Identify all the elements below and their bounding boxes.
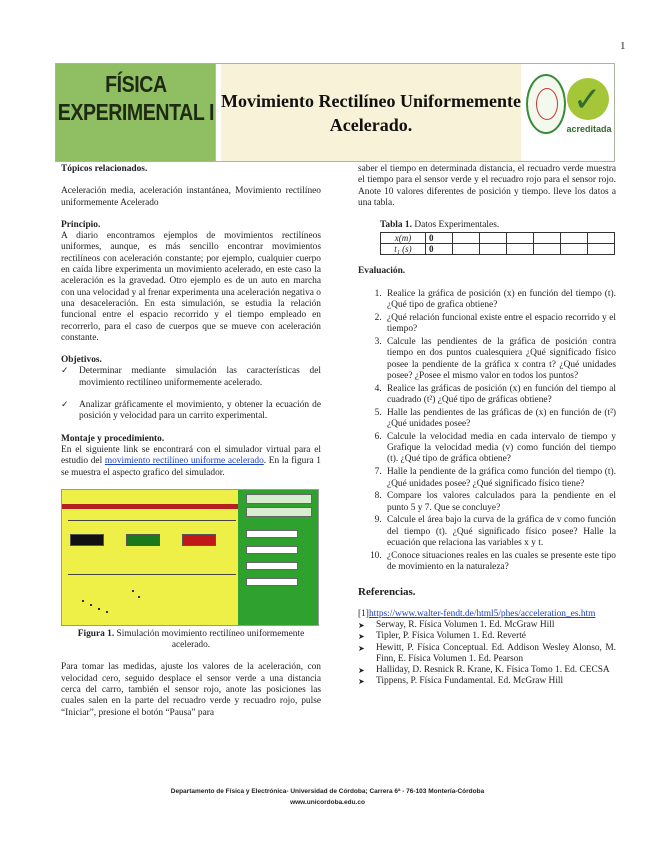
input-field	[246, 546, 298, 554]
timer-display-green	[126, 534, 160, 546]
reference-link-line: [1]https://www.walter-fendt.de/html5/phes/acceleration_es.htm	[358, 608, 596, 619]
objectives-heading: Objetivos.	[61, 355, 102, 366]
title-block	[221, 64, 521, 161]
table-caption: Tabla 1. Datos Experimentales.	[380, 220, 500, 231]
topics-heading: Tópicos relacionados.	[61, 164, 148, 174]
course-name-line1: FÍSICA	[105, 71, 167, 97]
list-item: 7. Halle la pendiente de la gráfica como función del tiempo (t). ¿Qué unidades posee? ¿Qué significado físico tiene?	[384, 467, 616, 490]
course-name-line2: EXPERIMENTAL I	[57, 99, 215, 125]
reference-item: ➤ Tipler, P. Física Volumen 1. Ed. Reverté	[358, 631, 526, 642]
reference-link[interactable]: https://www.walter-fendt.de/html5/phes/acceleration_es.htm	[368, 608, 596, 619]
reference-item: ➤ Halliday, D. Resnick R. Krane, K. Física Tomo 1. Ed. CECSA	[358, 665, 610, 676]
list-item: 4. Realice las gráficas de posición (x) en función del tiempo al cuadrado (t²) ¿Qué tipo de gráficas obtiene?	[384, 384, 616, 407]
list-item: 10. ¿Conoce situaciones reales en las cuales se presente este tipo de movimiento en la naturaleza?	[384, 551, 616, 574]
document-header	[55, 63, 615, 162]
input-field	[246, 562, 298, 570]
references-heading: Referencias.	[358, 586, 416, 599]
reference-item: ➤ Serway, R. Física Volumen 1. Ed. McGraw Hill	[358, 620, 555, 630]
objective-item: ✓ Analizar gráficamente el movimiento, y obtener la ecuación de posición y velocidad para un carrito experimental.	[61, 400, 321, 422]
page-title-line1: Movimiento Rectilíneo Uniformemente	[221, 90, 521, 111]
arrow-bullet-icon: ➤	[358, 621, 365, 630]
list-item: 6. Calcule la velocidad media en cada intervalo de tiempo y Grafique la velocidad media (v) como función del tiempo (t). ¿Qué tipo de gráfica obtiene?	[384, 432, 616, 466]
arrow-bullet-icon: ➤	[358, 677, 365, 687]
timer-display-black	[70, 534, 104, 546]
procedure-continued: saber el tiempo en determinada distancia, el recuadro verde muestra el tiempo para el sensor verde y el recuadro rojo para el sensor rojo. Anote 10 valores diferentes de posición y tiempo. lleve los datos a una tabla.	[358, 164, 616, 208]
accreditation-check-icon: ✓	[567, 78, 609, 120]
footer-website: www.unicordoba.edu.co	[290, 799, 365, 806]
track-ruler	[68, 520, 236, 521]
list-item: 2. ¿Qué relación funcional existe entre el espacio recorrido y el tiempo?	[384, 313, 616, 336]
data-table	[380, 232, 615, 255]
arrow-bullet-icon: ➤	[358, 632, 365, 642]
list-item: 3. Calcule las pendientes de la gráfica de posición contra tiempo en dos puntos cualesquiera ¿Qué significado físico posee la pendiente de la gráfica x contra t? ¿Qué unidades posee? ¿Posee el mismo valor en todos los puntos?	[384, 337, 616, 382]
evaluation-heading: Evaluación.	[358, 266, 406, 277]
references	[358, 587, 616, 687]
logos	[521, 64, 614, 161]
list-item: 8. Compare los valores calculados para la pendiente en el punto 5 y 7. Que se concluye?	[384, 491, 616, 514]
university-seal-icon	[526, 74, 566, 134]
figure-caption: Figura 1. Simulación movimiento rectilíneo uniformemente acelerado.	[77, 628, 305, 651]
accreditation-label: acreditada	[566, 124, 612, 134]
setup-heading: Montaje y procedimiento.	[61, 433, 165, 444]
timer-display-red	[182, 534, 216, 546]
objective-item: ✓ Determinar mediante simulación las características del movimiento rectilíneo uniformemente acelerado.	[61, 366, 321, 388]
simulator-link[interactable]: movimiento rectilíneo uniforme acelerado	[104, 456, 264, 467]
right-column	[358, 164, 616, 688]
question-list	[358, 289, 616, 574]
arrow-bullet-icon: ➤	[358, 666, 365, 676]
list-item: 1. Realice la gráfica de posición (x) en función del tiempo (t). ¿Qué tipo de grafica obtiene?	[384, 289, 616, 312]
simulator-screenshot	[61, 489, 319, 626]
track-bar	[62, 504, 238, 509]
input-field	[246, 578, 298, 586]
list-item: 5. Halle las pendientes de las gráficas de (x) en función de (t²) ¿Qué unidades posee?	[384, 408, 616, 431]
page-number: 1	[620, 40, 626, 52]
control-panel	[238, 490, 318, 625]
graph-axis	[68, 574, 236, 575]
checkmark-icon: ✓	[61, 366, 69, 377]
left-column	[61, 164, 321, 719]
reference-item: ➤ Tippens, P. Física Fundamental. Ed. McGraw Hill	[358, 676, 564, 687]
table-row: t₁ (s) 0	[381, 244, 615, 255]
input-field	[246, 530, 298, 538]
principle-heading: Principio.	[61, 219, 101, 230]
table-row: x(m) 0	[381, 233, 615, 244]
arrow-bullet-icon: ➤	[358, 643, 365, 653]
page-title-line2: Acelerado.	[329, 114, 413, 135]
checkmark-icon: ✓	[61, 400, 69, 411]
course-banner	[56, 64, 216, 161]
start-button	[246, 507, 312, 517]
setup-text: En el siguiente link se encontrará con el simulador virtual para el estudio del movimiento rectilíneo uniforme acelerado. En la figura 1 se muestra el aspecto grafico del simulador.	[61, 444, 321, 478]
reset-button	[246, 494, 312, 504]
reference-item: ➤ Hewitt, P. Física Conceptual. Ed. Addison Wesley Alonso, M. Finn, E. Física Volumen 1. Ed. Pearson	[358, 642, 616, 664]
measure-text: Para tomar las medidas, ajuste los valores de la aceleración, con velocidad cero, seguido desplace el sensor verde a una distancia cerca del carro, también el sensor rojo, anote las posiciones las cuales salen en la parte del recuadro verde y recuadro rojo, pulse “Iniciar”, presione el botón “Pausa” para	[61, 662, 321, 718]
topics-text: Aceleración media, aceleración instantánea, Movimiento rectilíneo uniformemente Acelerado	[61, 186, 321, 208]
list-item: 9. Calcule el área bajo la curva de la gráfica de v como función del tiempo (t). ¿Qué significado físico posee? Halle la ecuación que relaciona las variables x y t.	[384, 515, 616, 549]
footer-address: Departamento de Física y Electrónica- Universidad de Córdoba; Carrera 6ª - 76-103 Montería-Córdoba	[170, 788, 485, 795]
principle-text: A diario encontramos ejemplos de movimientos rectilíneos uniformes, aunque, es más sencillo encontrar movimientos rectilíneos con aceleración constante; por ejemplo, cualquier cuerpo en caída libre experimenta un movimiento acelerado, en este caso la aceleración es la gravedad. Otro ejemplo es de un auto en marcha con una velocidad y al frenar experimenta una aceleración negativa o una desaceleración. En esta simulación, se estudia la relación funcional entre el espacio recorrido y el tiempo empleado en recorrerlo, para el caso de cuerpos que se mueve con aceleración constante.	[61, 231, 321, 343]
